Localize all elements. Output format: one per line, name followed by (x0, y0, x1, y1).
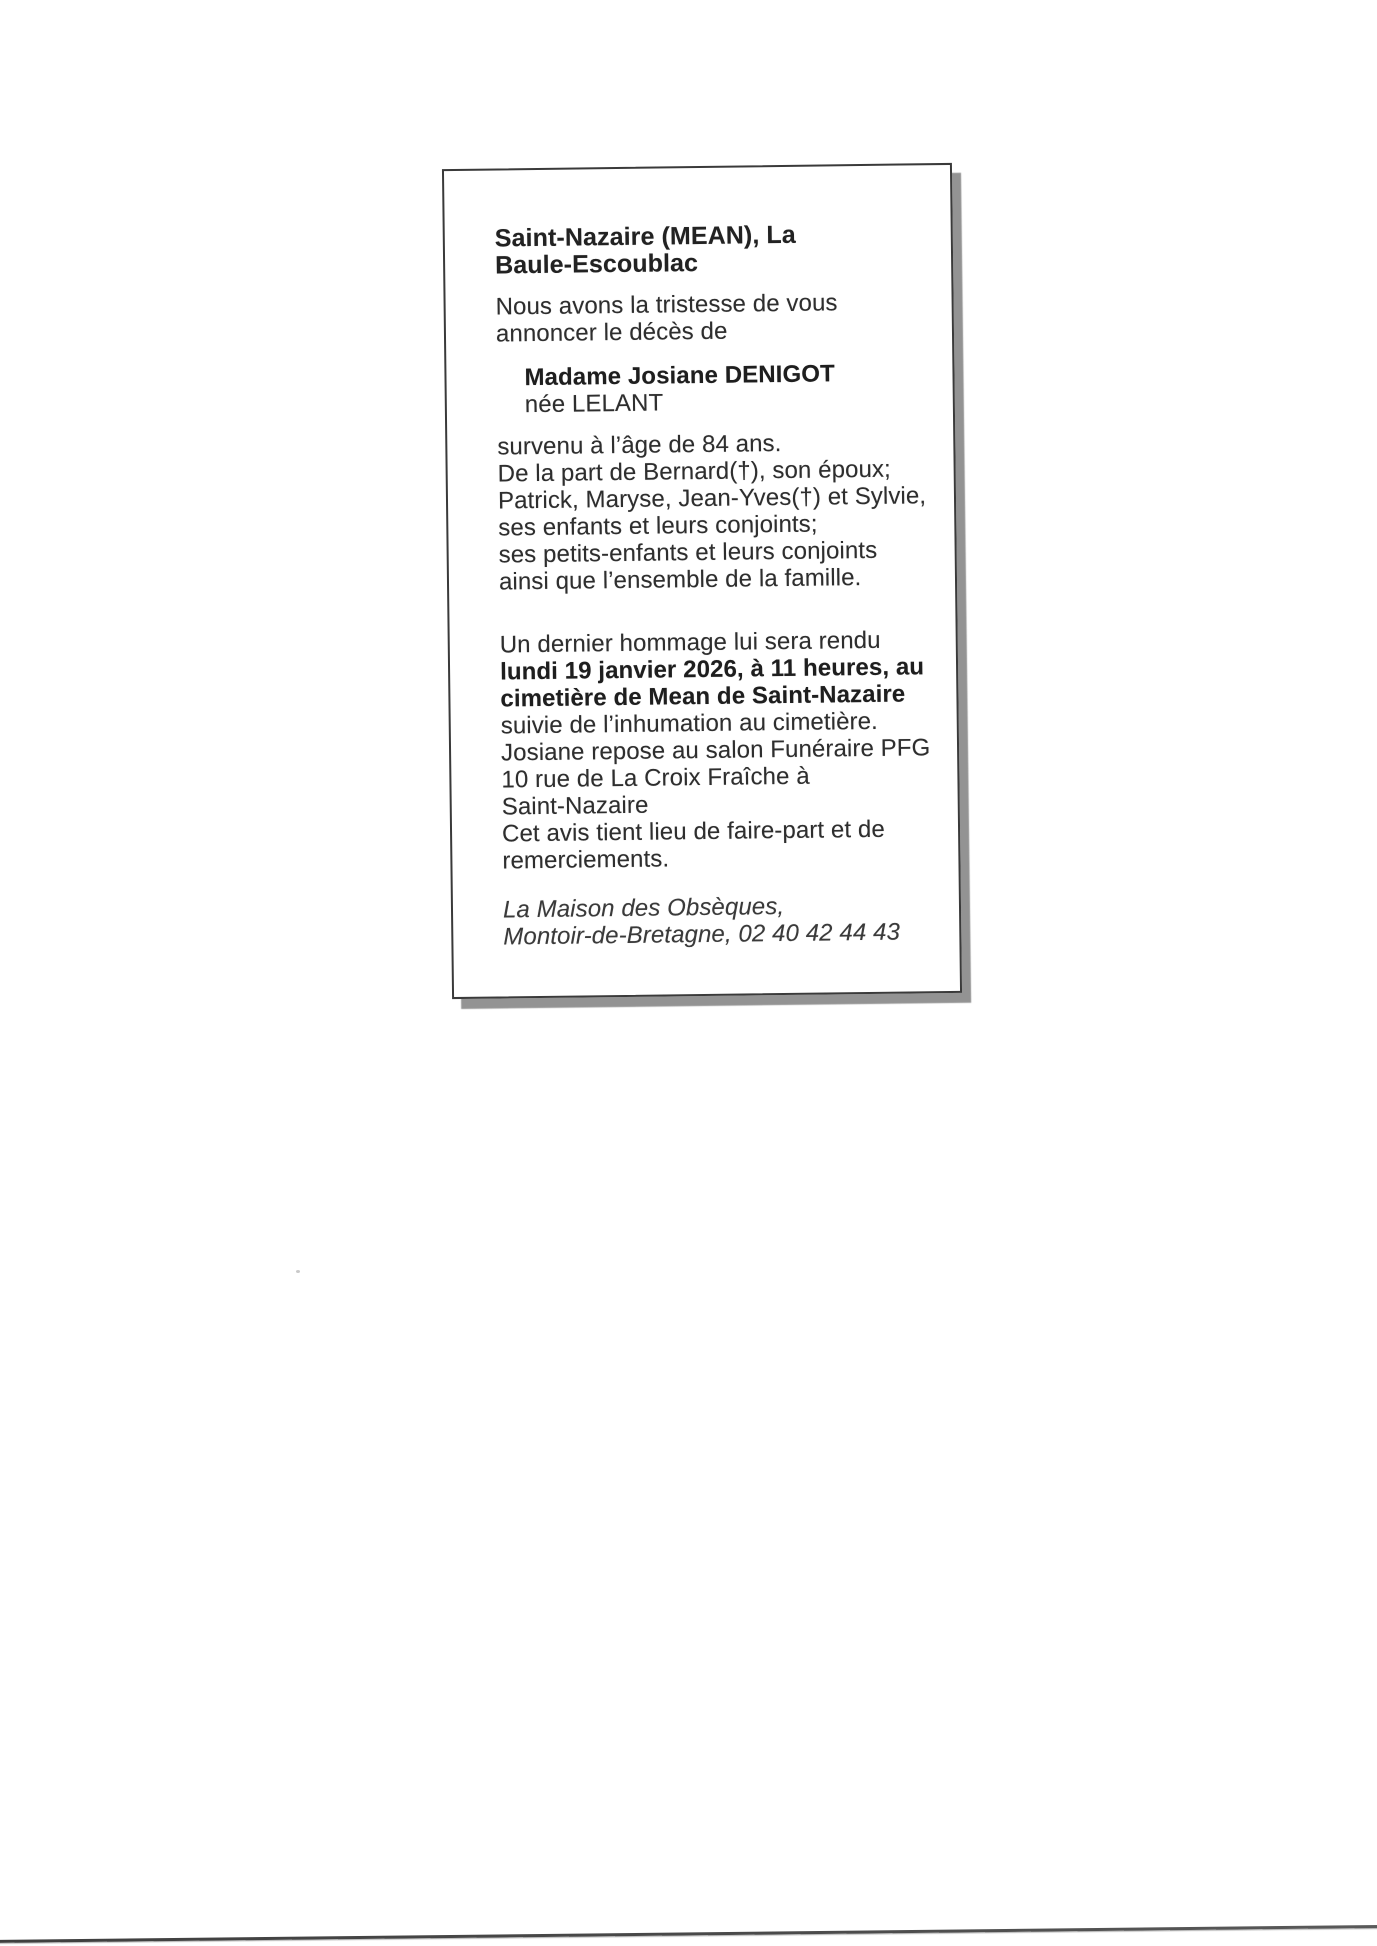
family-line: De la part de Bernard(†), son époux; (497, 455, 891, 488)
page-edge-line (0, 1925, 1377, 1943)
ceremony-line: Josiane repose au salon Funéraire PFG (500, 734, 931, 767)
ceremony-line: remerciements. (502, 845, 670, 875)
funeral-home-signature (503, 891, 952, 950)
family-line: Patrick, Maryse, Jean-Yves(†) et Sylvie, (497, 482, 927, 515)
deceased-block (524, 359, 945, 418)
intro-text (495, 288, 944, 347)
ceremony-line: Un dernier hommage lui sera rendu (499, 626, 881, 659)
location-title-line: Baule-Escoublac (494, 249, 699, 280)
ceremony-date-line: lundi 19 janvier 2026, à 11 heures, au (499, 653, 925, 686)
ceremony-line: 10 rue de La Croix Fraîche à (501, 762, 810, 794)
ceremony-line: suivie de l’inhumation au cimetière. (500, 707, 879, 740)
deceased-maiden-name: née LELANT (524, 389, 664, 419)
family-line: ses enfants et leurs conjoints; (498, 510, 818, 542)
family-line: ses petits-enfants et leurs conjoints (498, 536, 878, 569)
location-title-line: Saint-Nazaire (MEAN), La (494, 220, 797, 253)
funeral-home-line: La Maison des Obsèques, (502, 893, 785, 924)
intro-line: annoncer le décès de (495, 317, 728, 348)
ceremony-text (500, 626, 951, 874)
ceremony-line: Cet avis tient lieu de faire-part et de (501, 815, 885, 848)
family-line: ainsi que l’ensemble de la famille. (498, 564, 862, 596)
scan-speck (296, 1270, 300, 1273)
ceremony-line: Saint-Nazaire (501, 791, 649, 821)
funeral-home-line: Montoir-de-Bretagne, 02 40 42 44 43 (503, 918, 901, 951)
ceremony-place-line: cimetière de Mean de Saint-Nazaire (500, 680, 906, 713)
deceased-name: Madame Josiane DENIGOT (524, 360, 835, 392)
intro-line: Nous avons la tristesse de vous (495, 289, 838, 321)
family-line: survenu à l’âge de 84 ans. (497, 430, 782, 461)
family-text (497, 428, 947, 595)
death-notice-card (442, 163, 962, 999)
location-title (495, 220, 944, 279)
